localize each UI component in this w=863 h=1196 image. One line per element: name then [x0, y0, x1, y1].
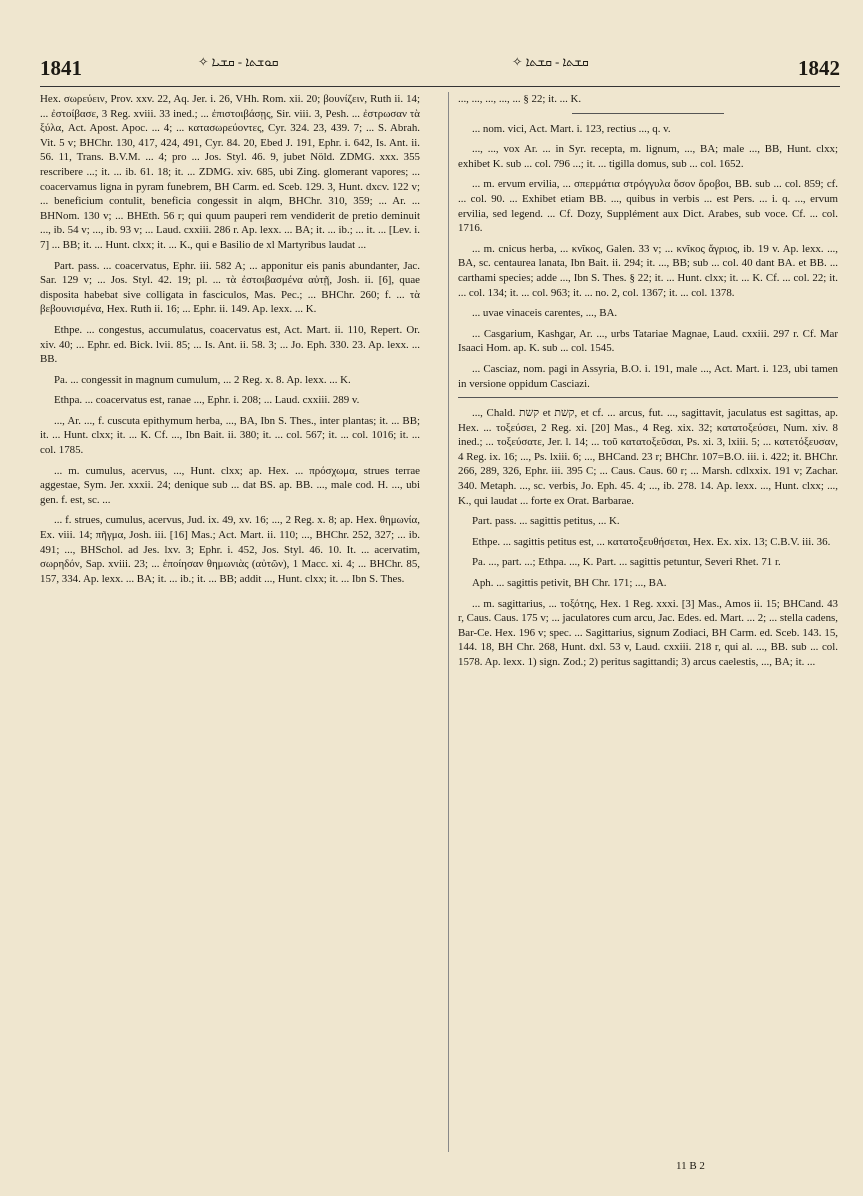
entry-part-pass: Part. pass. ... coacervatus, Ephr. iii. 582 A; ... apponitur eis panis abundanter, Jac. Sar. 129 v; ... Jos. Styl. 42. 19; pl. ... τὰ ἐστοιβασμένα αὐτῇ, Josh. ii. [6], quae disposita habebat sive colligata in fasciculos, Mas. Pec.; ... BHChr. 260; f. ... τὰ βεβουνισμένα, Hex. Ruth ii. 16; ... Ephr. ii. 149. Ap. lexx. ... K.	[40, 259, 420, 316]
page-header	[40, 54, 840, 82]
entry-cumulus: ... m. cumulus, acervus, ..., Hunt. clxx; ap. Hex. ... πρόσχωμα, strues terrae aggestae, Sym. Jer. xxxii. 24; denique sub ... dat BS. ap. BB. ..., male cod. H. ..., ubi gen. f. est, sc. ...	[40, 464, 420, 506]
entry-nom-vici: ... nom. vici, Act. Mart. i. 123, rectius ..., q. v.	[472, 122, 671, 135]
entry-cnicus: ... m. cnicus herba, ... κνῖκος, Galen. 33 v; ... κνῖκος ἄγριος, ib. 19 v. Ap. lexx. ..., BA, sc. centaurea lanata, Ibn Bait. ii. 294; it. ..., BB; sub ... col. 40 dant BA. et BB. ... carthami species; adde ..., Ibn S. Thes. § 22; it. ... Hunt. clxx; it. ... K. Cf. ... col. 22; it. ... col. 134; it. ... col. 963; it. ... no. 2, col. 1367; it. ... col. 1378.	[458, 242, 838, 299]
entry-aph: Aph. ... sagittis petivit, BH Chr. 171; ..., BA.	[472, 577, 667, 590]
entry-ethpe: Ethpe. ... congestus, accumulatus, coacervatus est, Act. Mart. ii. 110, Repert. Or. xiv. 40; ... Ephr. ed. Bick. lvii. 85; ... Is. Ant. ii. 58. 3; ... Jo. Eph. 330. 23. Ap. lexx. ... BB.	[40, 323, 420, 366]
entry-ervum: ... m. ervum ervilia, ... σπερμάτια στρόγγυλα ὅσον ὄροβοι, BB. sub ... col. 859; cf. ... col. 90. ... Exhibet etiam BB. ..., quibus in verbis ... est Pers. ... i. q. ..., ervum ervilia, sed legend. ... Cf. Dozy, Supplément aux Dict. Arabes, sub voce. Cf. ... col. 1716.	[458, 178, 838, 235]
entry-uvae: ... uvae vinaceis carentes, ..., BA.	[472, 307, 618, 320]
entry-cuscuta: ..., Ar. ..., f. cuscuta epithymum herba, ..., BA, Ibn S. Thes., inter plantas; it. ... BB; it. ... Hunt. clxx; it. ... K. Cf. ..., Ibn Bait. ii. 380; it. ... col. 567; it. ... col. 1016; it. ... col. 1785.	[40, 414, 420, 457]
entry-sagittarius: ... m. sagittarius, ... τοξότης, Hex. 1 Reg. xxxi. [3] Mas., Amos ii. 15; BHCand. 43 r, Caus. Caus. 175 v; ... jaculatores cum arcu, Jac. Edes. ed. Mart. ... 2; ... stella cadens, Bar-Ce. Hex. 196 v; spec. ... Sagittarius, signum Zodiaci, BH Carm. ed. Sceb. 143. 15, 144. 18, BH Chr. 268, Hunt. dxl. 53 v, Laud. cxxiii. 218 r, qui al. ..., BB. sub ... col. 1578. Ap. lexx. 1) sign. Zod.; 2) peritus sagittandi; 3) arcus caelestis, ..., BA; it. ...	[458, 597, 838, 668]
left-column	[40, 92, 420, 1176]
entry-casciaz: ... Casciaz, nom. pagi in Assyria, B.O. i. 191, male ..., Act. Mart. i. 123, ubi tamen in versione oppidum Casciazi.	[458, 362, 838, 390]
entry-strues: ... f. strues, cumulus, acervus, Jud. ix. 49, xv. 16; ..., 2 Reg. x. 8; ap. Hex. θημωνία, Ex. viii. 14; πῆγμα, Josh. iii. [16] Mas.; Act. Mart. ii. 110; ..., BHChr. 252, 327; ... ib. 491; ..., BHSchol. ad Jes. lxv. 3; Ephr. i. 452, Jos. Styl. 46. 10. It. ... acervatim, σωρηδόν, Sap. xviii. 23; ... ἐποίησαν θημωνιὰς (αὐτῶν), 1 Macc. xi. 4; ... BHChr. 85, 157, 334. Ap. lexx. ... BA; it. ... ib.; it. ... BB; addit ..., Hunt. clxx; it. ... Ibn S. Thes.	[40, 514, 420, 585]
signature-mark: 11 B 2	[676, 1160, 705, 1172]
header-rule	[40, 86, 840, 87]
section-divider	[458, 397, 838, 398]
left-page-number: 1841	[40, 55, 82, 80]
entry-part-pass: Part. pass. ... sagittis petitus, ... K.	[472, 515, 620, 528]
entry-arcus: ..., Chald. קשת et קשת, et cf. ... arcus, fut. ..., sagittavit, jaculatus est sagittas, ap. Hex. ... τοξεύσει, 2 Reg. xi. [20] Mas., 4 Reg. xix. 32; κατατοξεύσει, Num. xiv. 8 ined.; ... τοξεύσατε, Jer. l. 14; ... τοῦ κατατοξεῦσαι, Ps. xi. 3, lxiii. 5; ... κατετόξευσαν, 4 Reg. ix. 16; ..., Ps. lxiii. 6; ..., BHCand. 23 r; BHChr. 107=B.O. iii. i. 422; it. BHChr. 266, 289, 326, Ephr. iii. 395 C; ... Caus. Caus. 60 r; ... Marsh. cdlxxix. 191 v; Zachar. 340. Metaph. ..., sc. verbis, Jo. Eph. 45. 4; ..., ib. 278. 14. Ap. lexx. ..., Hunt. clxx; ..., K., qui laudat ... forte ex Orat. Barbarae.	[458, 407, 838, 507]
entry-ethpe: Ethpe. ... sagittis petitus est, ... κατατοξευθήσεται, Hex. Ex. xix. 13; C.B.V. iii. 36.	[472, 535, 831, 548]
entry-pa: Pa. ..., part. ...; Ethpa. ..., K. Part. ... sagittis petuntur, Severi Rhet. 71 r.	[472, 556, 781, 569]
right-column	[458, 92, 838, 1176]
entry-divider	[572, 113, 724, 114]
entry-casgarium: ... Casgarium, Kashgar, Ar. ..., urbs Tatariae Magnae, Laud. cxxiii. 297 r. Cf. Mar Isaaci Hom. ap. K. sub ... col. 1545.	[458, 327, 838, 355]
entry-continuation: ..., ..., ..., ..., ... § 22; it. ... K.	[458, 93, 582, 105]
entry-continuation: Hex. σωρεύειν, Prov. xxv. 22, Aq. Jer. i. 26, VHh. Rom. xii. 20; βουνίζειν, Ruth ii. 14; ... ἐστοίβασε, 3 Reg. xviii. 33 ined.; ... ἐπιστοιβάσῃς, Sir. viii. 3, Pesh. ... ἐστρωσαν τὰ ξύλα, Act. Apost. Apoc. ... 4; ... κατασωρεύοντες, Cyr. 324. 23, 439. 7; ... S. Abrah. Vit. 5 v; BHChr. 130, 417, 424, 491, Cyr. 84. 20, Ebed J. 191, Ephr. i. 642, Is. Ant. ii. 56. 11, Trans. B.V.M. ... 4; pro ... Jos. Styl. 46. 9, jubet Nöld. ZDMG. xxx. 355 rescribere ...; it. ... ib. 61. 18; it. ... ZDMG. xiv. 685, ubi Zing. glomerant vapores; ... coacervamus ligna in pyram funebrem, BH Carm. ed. Sceb. 129. 3, Hunt. dxcv. 122 v; ... beneficium contulit, beneficia congessit in alqm, BHChr. 310, 359; ... Ar. ... BHNom. 130 v; ... BHEth. 56 r; qui quum pauperi rem vendiderit de pretio deminuit ..., ib. 54 v; ..., ib. 93 v; ... Laud. cxxiii. 286 r. Ap. lexx. ... BA; it. ... ib.; ... it. ... [Lev. i. 7] ... BB; it. ... Hunt. clxx; it. ... K., qui e Basilio de xl Martyribus laudat ...	[40, 93, 420, 251]
right-running-head: ✧ ܩܫܬܐ - ܩܫܬܐ	[512, 55, 589, 69]
entry-lignum: ..., ..., vox Ar. ... in Syr. recepta, m. lignum, ..., BA; male ..., BB, Hunt. clxx; exhibet K. sub ... col. 796 ...; it. ... tigilla domus, sub ... col. 1652.	[458, 143, 838, 170]
column-separator	[448, 92, 449, 1152]
left-running-head: ✧ ܩܘܫܬܐ - ܩܫܝܐ	[198, 55, 279, 69]
entry-ethpa: Ethpa. ... coacervatus est, ranae ..., Ephr. i. 208; ... Laud. cxxiii. 289 v.	[54, 394, 360, 407]
right-page-number: 1842	[798, 55, 840, 80]
entry-pa: Pa. ... congessit in magnum cumulum, ... 2 Reg. x. 8. Ap. lexx. ... K.	[54, 373, 351, 386]
